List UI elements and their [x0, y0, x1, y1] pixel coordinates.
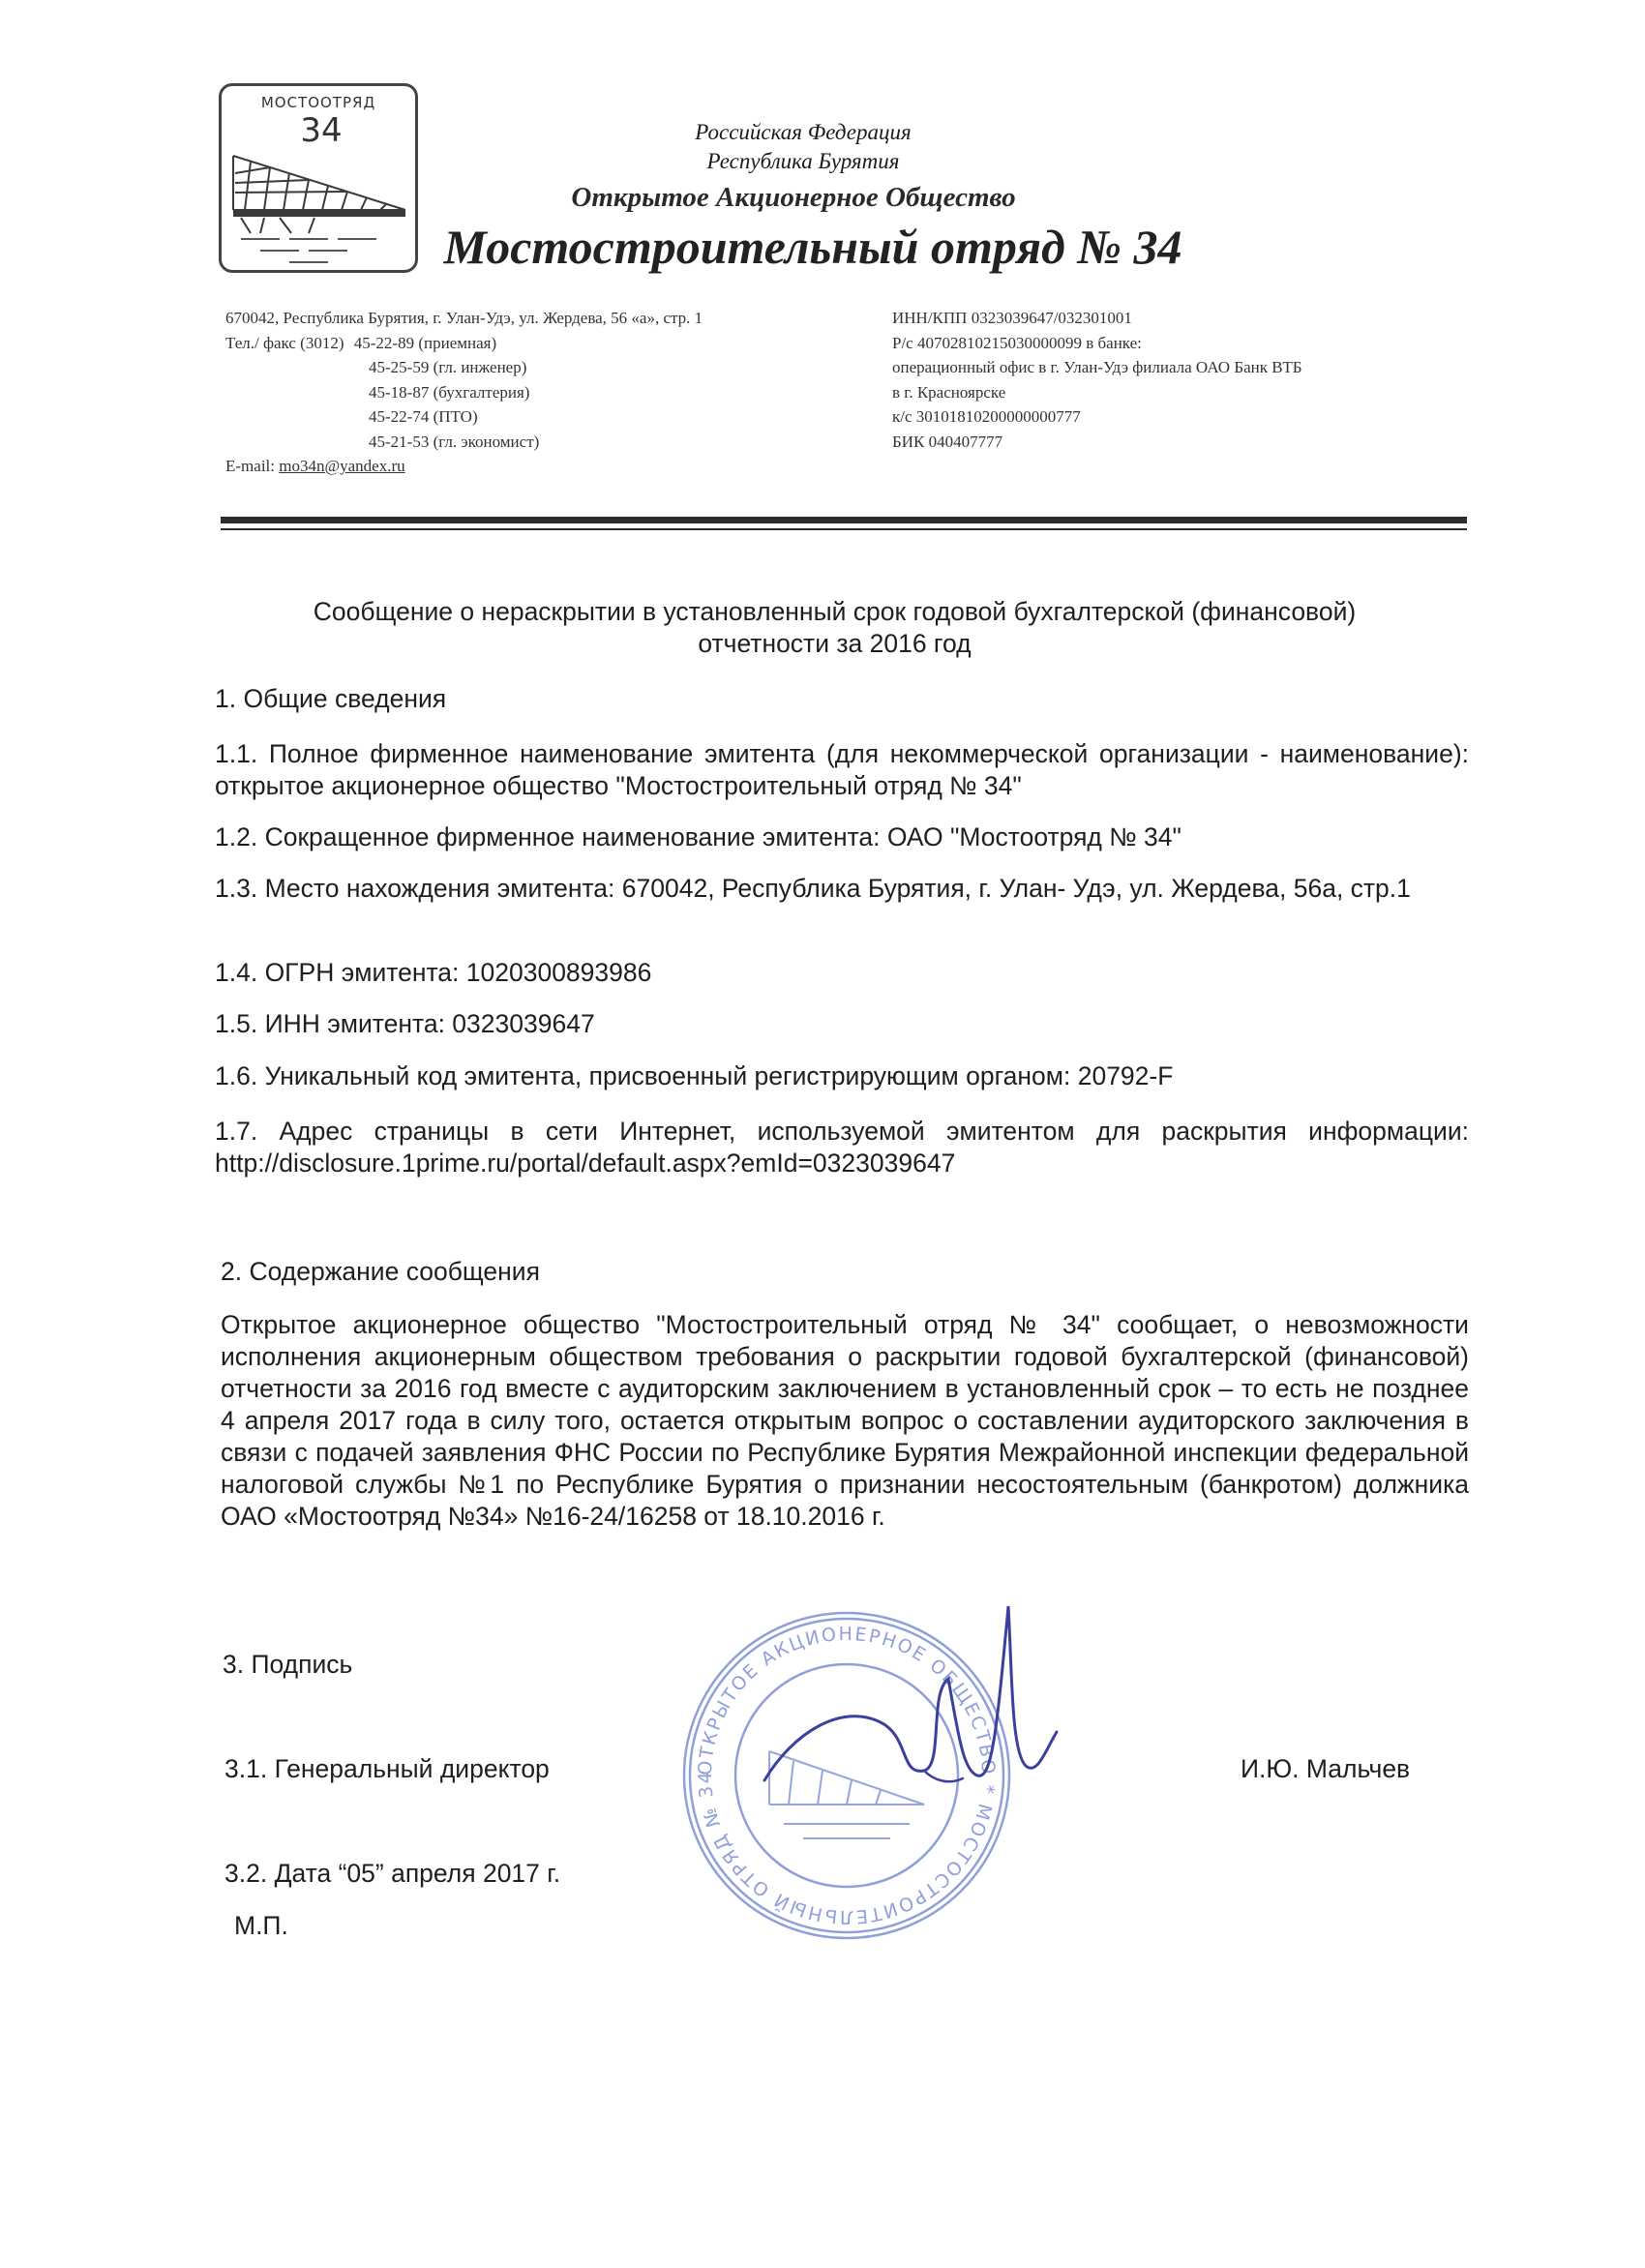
header-divider-thin	[221, 528, 1467, 530]
section-general-heading: 1. Общие сведения	[215, 684, 447, 713]
item-inn: 1.5. ИНН эмитента: 0323039647	[215, 1009, 595, 1038]
email-label: E-mail:	[225, 457, 275, 475]
phone-prefix: Тел./ факс (3012)	[225, 333, 344, 352]
handwritten-signature	[755, 1587, 1064, 1843]
signature-date: 3.2. Дата “05” апреля 2017 г.	[224, 1859, 561, 1888]
section-message-heading: 2. Содержание сообщения	[221, 1257, 540, 1286]
signer-role: 3.1. Генеральный директор	[224, 1754, 550, 1783]
header-country: Российская Федерация	[695, 120, 912, 144]
item-unique-code: 1.6. Уникальный код эмитента, присвоенный регистрирующим органом: 20792-F	[215, 1061, 1174, 1090]
signer-name: И.Ю. Мальчев	[1241, 1754, 1411, 1783]
header-divider-thick	[221, 517, 1467, 523]
item-ogrn: 1.4. ОГРН эмитента: 1020300893986	[215, 958, 652, 987]
header-company-name: Мостостроительный отряд № 34	[443, 220, 1182, 274]
title-line: отчетности за 2016 год	[698, 629, 972, 658]
bank-line: БИК 040407777	[892, 432, 1003, 451]
phone-item: 45-21-53 (гл. экономист)	[369, 432, 540, 451]
bank-line: в г. Красноярске	[892, 382, 1006, 402]
item-full-name: 1.1. Полное фирменное наименование эмитента (для некоммерческой организации - наименование): открытое акционерное общество "Мостостроительный отряд № 34"	[215, 739, 1469, 800]
logo-top-text: МОСТООТРЯД	[260, 94, 376, 111]
contacts-email-row	[225, 454, 883, 479]
phone-item: 45-25-59 (гл. инженер)	[369, 358, 527, 376]
item-short-name: 1.2. Сокращенное фирменное наименование эмитента: ОАО "Мостоотряд № 34"	[215, 822, 1181, 851]
bank-line: Р/с 40702810215030000099 в банке:	[892, 333, 1142, 352]
logo-number: 34	[300, 111, 343, 150]
email-link[interactable]: mo34n@yandex.ru	[279, 457, 405, 475]
title-line: Сообщение о нераскрытии в установленный срок годовой бухгалтерской (финансовой)	[313, 597, 1357, 626]
item-location: 1.3. Место нахождения эмитента: 670042, Республика Бурятия, г. Улан- Удэ, ул. Жердева, 56а, стр.1	[215, 874, 1411, 903]
header-region: Республика Бурятия	[706, 149, 900, 173]
message-body: Открытое акционерное общество "Мостостроительный отряд № 34" сообщает, о невозможности исполнения акционерным обществом требования о раскрытии годовой бухгалтерской (финансовой) отчетности за 2016 год вместе с аудиторским заключением в установленный срок – то есть не позднее 4 апреля 2017 года в силу того, остается открытым вопрос о составлении аудиторского заключения в связи с подачей заявления ФНС России по Республике Бурятия Межрайонной инспекции федеральной налоговой службы №1 по Республике Бурятия о признании несостоятельным (банкротом) должника ОАО «Мостоотряд №34» №16-24/16258 от 18.10.2016 г.	[221, 1310, 1469, 1531]
contacts-block	[225, 306, 883, 479]
seal-place-label: М.П.	[234, 1911, 288, 1940]
phone-item: 45-22-74 (ПТО)	[369, 407, 478, 426]
section-signature-heading: 3. Подпись	[223, 1650, 353, 1679]
stamp-ring-text: ОТКРЫТОЕ АКЦИОНЕРНОЕ ОБЩЕСТВО * МОСТОСТРОИТЕЛЬНЫЙ ОТРЯД № 34	[694, 1623, 1000, 1928]
bank-line: к/с 30101810200000000777	[892, 407, 1081, 426]
bank-line: операционный офис в г. Улан-Удэ филиала ОАО Банк ВТБ	[892, 358, 1302, 376]
bank-details	[892, 306, 1434, 454]
phone-item: 45-18-87 (бухгалтерия)	[369, 382, 530, 402]
phone-item: 45-22-89 (приемная)	[353, 333, 497, 352]
header-legal-form: Открытое Акционерное Общество	[571, 182, 1016, 213]
company-logo	[219, 83, 418, 273]
contacts-phone-row	[225, 331, 883, 356]
bank-line: ИНН/КПП 0323039647/032301001	[892, 309, 1132, 327]
signature-icon	[755, 1587, 1064, 1838]
document-title	[232, 596, 1437, 660]
item-website: 1.7. Адрес страницы в сети Интернет, используемой эмитентом для раскрытия информации: http://disclosure.1prime.ru/portal/default.aspx?emId=0323039647	[215, 1117, 1469, 1178]
contacts-address: 670042, Республика Бурятия, г. Улан-Удэ, ул. Жердева, 56 «а», стр. 1	[225, 309, 703, 327]
